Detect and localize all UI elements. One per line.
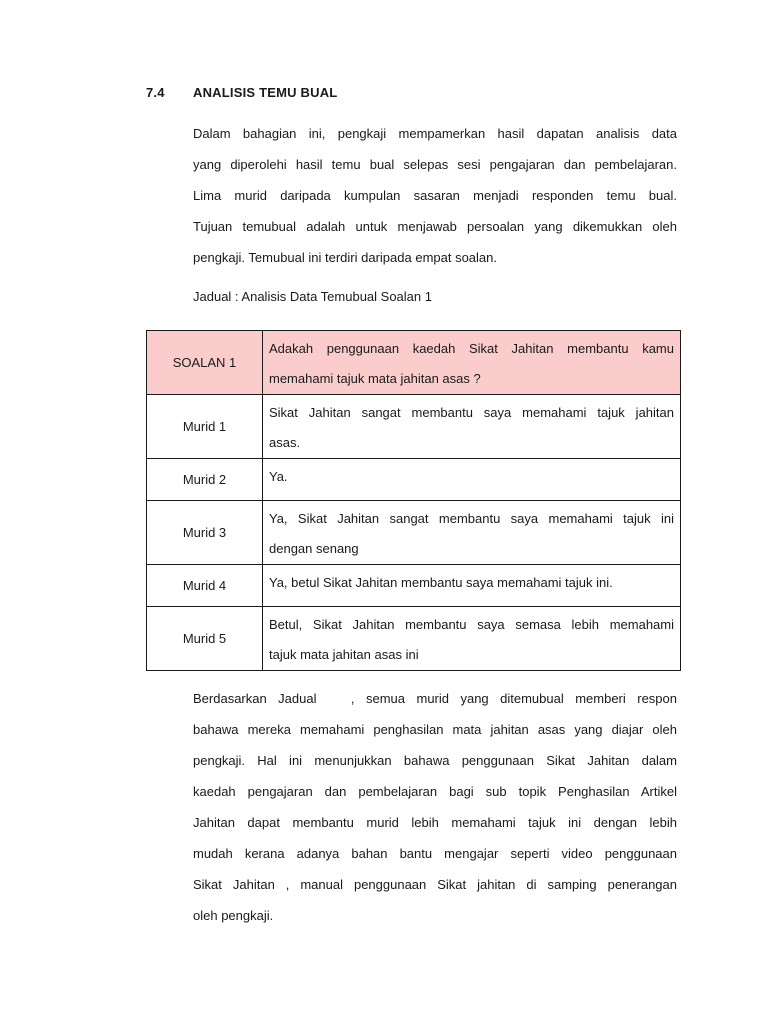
question-line: memahami tajuk mata jahitan asas ? (269, 371, 481, 386)
conclusion-line: pengkaji. Hal ini menunjukkan bahawa penggunaan Sikat Jahitan dalam (193, 753, 677, 768)
student-label: Murid 3 (147, 501, 263, 565)
answer-line: Sikat Jahitan sangat membantu saya memahami tajuk jahitan (269, 405, 674, 420)
answer-text (263, 395, 681, 459)
section-heading (146, 85, 337, 100)
answer-line: dengan senang (269, 541, 359, 556)
section-title: ANALISIS TEMU BUAL (193, 85, 338, 100)
table-row (147, 607, 681, 671)
intro-line: Lima murid daripada kumpulan sasaran menjadi responden temu bual. (193, 188, 677, 203)
question-label: SOALAN 1 (147, 331, 263, 395)
answer-line: Betul, Sikat Jahitan membantu saya semasa lebih memahami (269, 617, 674, 632)
question-text (263, 331, 681, 395)
table-row (147, 395, 681, 459)
intro-line: pengkaji. Temubual ini terdiri daripada empat soalan. (193, 250, 498, 265)
intro-line: yang diperolehi hasil temu bual selepas sesi pengajaran dan pembelajaran. (193, 157, 677, 172)
student-label: Murid 4 (147, 565, 263, 607)
conclusion-line: bahawa mereka memahami penghasilan mata jahitan asas yang diajar oleh (193, 722, 677, 737)
conclusion-line: Sikat Jahitan , manual penggunaan Sikat jahitan di samping penerangan (193, 877, 677, 892)
table-row (147, 459, 681, 501)
table-caption: Jadual : Analisis Data Temubual Soalan 1 (193, 289, 432, 304)
answer-line: Ya, betul Sikat Jahitan membantu saya memahami tajuk ini. (269, 575, 613, 590)
conclusion-line: kaedah pengajaran dan pembelajaran bagi sub topik Penghasilan Artikel (193, 784, 677, 799)
intro-line: Tujuan temubual adalah untuk menjawab persoalan yang dikemukkan oleh (193, 219, 677, 234)
answer-line: tajuk mata jahitan asas ini (269, 647, 419, 662)
question-line: Adakah penggunaan kaedah Sikat Jahitan membantu kamu (269, 341, 674, 356)
answer-text (263, 459, 681, 501)
intro-line: Dalam bahagian ini, pengkaji mempamerkan hasil dapatan analisis data (193, 126, 677, 141)
answer-text (263, 565, 681, 607)
answer-text (263, 607, 681, 671)
answer-line: asas. (269, 435, 301, 450)
conclusion-line: Jahitan dapat membantu murid lebih memahami tajuk ini dengan lebih (193, 815, 677, 830)
student-label: Murid 5 (147, 607, 263, 671)
conclusion-line: mudah kerana adanya bahan bantu mengajar seperti video penggunaan (193, 846, 677, 861)
answer-text (263, 501, 681, 565)
conclusion-line: oleh pengkaji. (193, 908, 274, 923)
conclusion-paragraph (193, 683, 677, 931)
table-row (147, 501, 681, 565)
student-label: Murid 2 (147, 459, 263, 501)
answer-line: Ya. (269, 469, 288, 484)
conclusion-line: Berdasarkan Jadual , semua murid yang ditemubual memberi respon (193, 691, 677, 706)
student-label: Murid 1 (147, 395, 263, 459)
table-row (147, 565, 681, 607)
interview-table (146, 330, 681, 671)
section-number: 7.4 (146, 85, 165, 100)
intro-paragraph (193, 118, 677, 273)
answer-line: Ya, Sikat Jahitan sangat membantu saya memahami tajuk ini (269, 511, 674, 526)
table-header-row (147, 331, 681, 395)
